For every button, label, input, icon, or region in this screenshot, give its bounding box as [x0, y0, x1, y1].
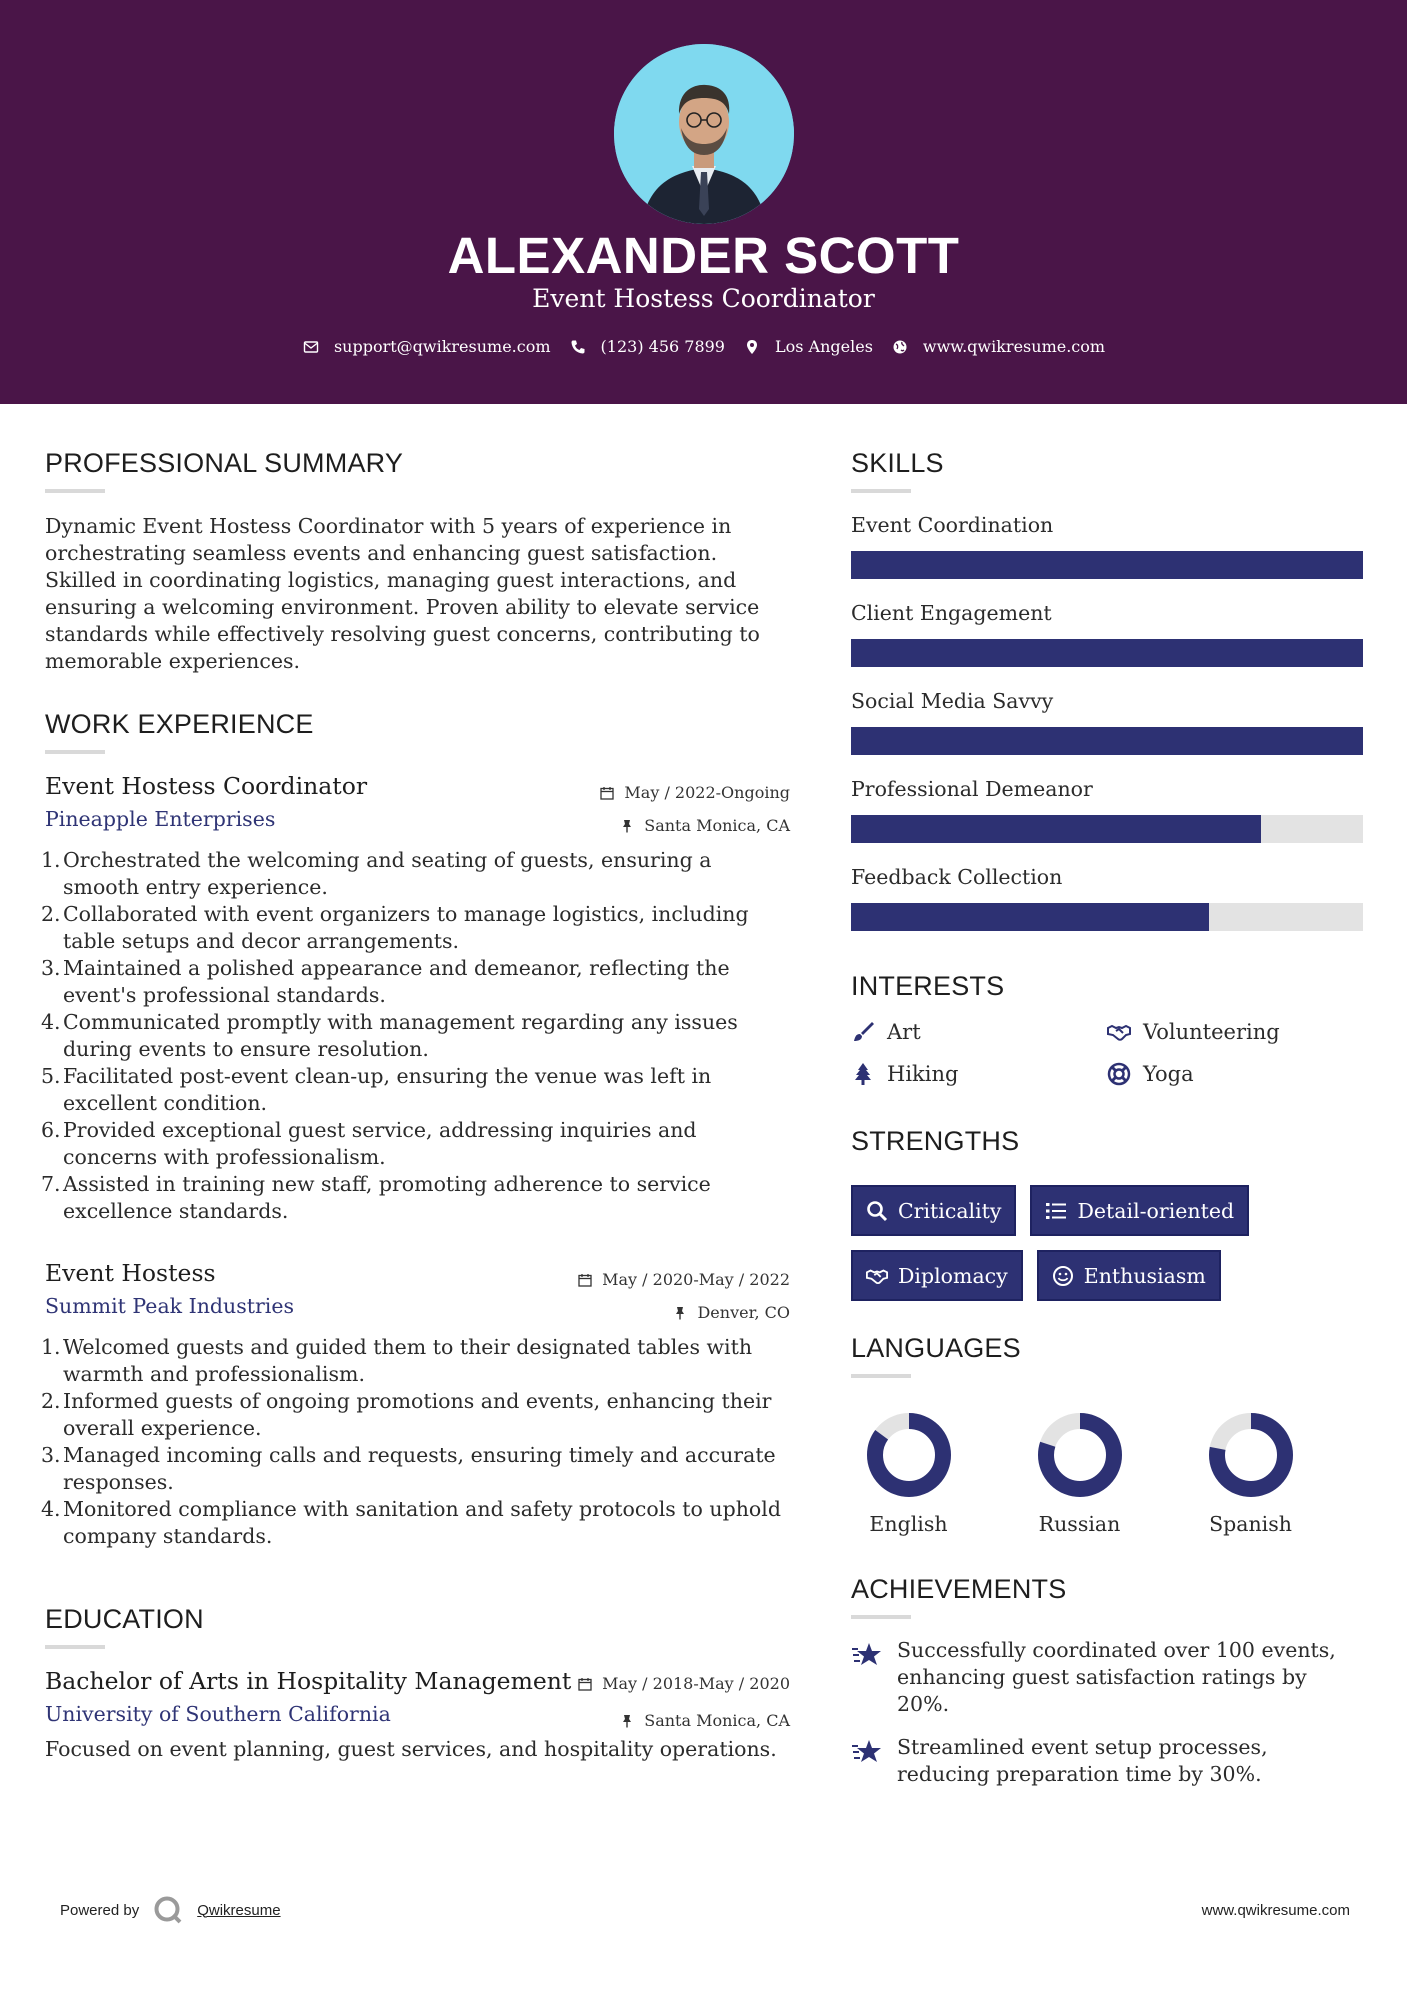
skill-bar-fill — [851, 903, 1209, 931]
handshake-icon — [1107, 1020, 1131, 1044]
list-item: 4. Monitored compliance with sanitation and safety protocols to uphold company standards. — [41, 1497, 781, 1548]
contact-phone[interactable] — [569, 337, 725, 356]
list-item: 2. Collaborated with event organizers to manage logistics, including table setups and decor arrangements. — [41, 902, 749, 953]
interests-section — [851, 971, 1363, 1086]
achievement-text: Streamlined event setup processes, reducing preparation time by 30%. — [897, 1735, 1268, 1786]
language-proficiency-donut — [866, 1412, 952, 1498]
pin-icon — [673, 1306, 687, 1320]
language-label: Spanish — [1209, 1512, 1292, 1536]
skill-bar — [851, 727, 1363, 755]
list-item: 7. Assisted in training new staff, promoting adherence to service excellence standards. — [41, 1172, 711, 1223]
school-name: University of Southern California — [45, 1702, 391, 1726]
star-icon — [851, 1639, 883, 1671]
interests-heading: INTERESTS — [851, 971, 1005, 1001]
interest-item — [851, 1020, 1107, 1044]
contact-location-text: Los Angeles — [774, 337, 873, 356]
skill-item — [851, 513, 1363, 579]
language-item — [866, 1412, 951, 1536]
skill-label: Client Engagement — [851, 601, 1052, 625]
skill-bar — [851, 815, 1363, 843]
candidate-title: Event Hostess Coordinator — [532, 284, 875, 313]
smile-icon — [1052, 1265, 1074, 1287]
candidate-name: ALEXANDER SCOTT — [447, 227, 960, 284]
company-name: Summit Peak Industries — [45, 1294, 294, 1318]
right-column — [851, 448, 1363, 1788]
interest-label: Art — [887, 1020, 921, 1044]
achievements-heading: ACHIEVEMENTS — [851, 1574, 1067, 1604]
experience-section — [41, 709, 790, 1550]
qwikresume-logo-icon — [153, 1895, 183, 1925]
avatar — [614, 44, 794, 224]
language-label: Russian — [1038, 1512, 1121, 1536]
skill-item — [851, 689, 1363, 755]
strengths-list — [851, 1185, 1321, 1301]
contact-email[interactable] — [302, 337, 551, 356]
job-title: Event Hostess — [45, 1259, 216, 1287]
job-entry — [41, 1259, 790, 1550]
achievement-text: Successfully coordinated over 100 events, enhancing guest satisfaction ratings by 20%. — [897, 1638, 1336, 1716]
search-icon — [866, 1200, 888, 1222]
calendar-icon — [578, 1273, 592, 1287]
contact-email-text: support@qwikresume.com — [333, 337, 551, 356]
left-column — [41, 448, 790, 1763]
interest-item — [851, 1062, 1107, 1086]
section-divider — [851, 1615, 911, 1619]
achievement-item — [851, 1637, 1363, 1718]
list-item: 3. Managed incoming calls and requests, ensuring timely and accurate responses. — [41, 1443, 776, 1494]
strength-tag: Diplomacy — [851, 1250, 1023, 1301]
section-divider — [851, 1374, 911, 1378]
phone-icon — [569, 338, 587, 356]
contact-website-text: www.qwikresume.com — [922, 337, 1106, 356]
achievement-item — [851, 1734, 1363, 1788]
list-item: 2. Informed guests of ongoing promotions and events, enhancing their overall experience. — [41, 1389, 772, 1440]
strength-tag: Criticality — [851, 1185, 1016, 1236]
pin-icon — [620, 1714, 634, 1728]
envelope-icon — [302, 338, 320, 356]
strengths-section — [851, 1126, 1363, 1301]
contact-location — [743, 337, 873, 356]
education-entry — [45, 1667, 790, 1763]
language-label: English — [869, 1512, 948, 1536]
skill-bar — [851, 903, 1363, 931]
skills-heading: SKILLS — [851, 448, 944, 478]
job-location: Santa Monica, CA — [600, 809, 790, 842]
contact-phone-text: (123) 456 7899 — [600, 337, 725, 356]
skill-label: Event Coordination — [851, 513, 1054, 537]
resume-header — [0, 0, 1407, 404]
list-item: 3. Maintained a polished appearance and demeanor, reflecting the event's professional standards. — [41, 956, 730, 1007]
education-section — [45, 1604, 790, 1763]
language-item — [1037, 1412, 1122, 1536]
job-entry — [41, 772, 790, 1225]
education-description: Focused on event planning, guest services, and hospitality operations. — [45, 1737, 777, 1761]
handshake-icon — [866, 1265, 888, 1287]
tree-icon — [851, 1062, 875, 1086]
skill-bar — [851, 551, 1363, 579]
list-item: 4. Communicated promptly with management regarding any issues during events to ensure resolution. — [41, 1010, 738, 1061]
brand-link[interactable]: Qwikresume — [197, 1901, 281, 1919]
languages-list — [851, 1412, 1363, 1536]
life-ring-icon — [1107, 1062, 1131, 1086]
company-name: Pineapple Enterprises — [45, 807, 276, 831]
skill-item — [851, 865, 1363, 931]
skill-label: Feedback Collection — [851, 865, 1063, 889]
skill-item — [851, 777, 1363, 843]
job-meta — [600, 776, 790, 842]
skill-bar-fill — [851, 815, 1261, 843]
powered-by-label: Powered by — [60, 1901, 140, 1919]
education-date: May / 2018-May / 2020 — [578, 1667, 790, 1700]
language-proficiency-donut — [1037, 1412, 1123, 1498]
calendar-icon — [600, 786, 614, 800]
skill-label: Professional Demeanor — [851, 777, 1093, 801]
summary-text: Dynamic Event Hostess Coordinator with 5 years of experience in orchestrating seamless events and enhancing guest satisfaction. Skilled in coordinating logistics, managing guest interactions, and ensuring a welcoming environment. Proven ability to elevate service standards while effectively resolving guest concerns, contributing to memorable experiences. — [45, 514, 760, 673]
star-icon — [851, 1736, 883, 1768]
list-item: 6. Provided exceptional guest service, addressing inquiries and concerns with professionalism. — [41, 1118, 697, 1169]
achievements-section — [851, 1574, 1363, 1788]
skill-bar-fill — [851, 551, 1363, 579]
contact-website[interactable] — [891, 337, 1105, 356]
job-title: Event Hostess Coordinator — [45, 772, 368, 800]
job-bullets — [41, 1334, 790, 1550]
section-divider — [851, 489, 911, 493]
languages-heading: LANGUAGES — [851, 1333, 1021, 1363]
education-meta — [578, 1667, 790, 1737]
job-date: May / 2020-May / 2022 — [578, 1263, 790, 1296]
job-location: Denver, CO — [578, 1296, 790, 1329]
job-meta — [578, 1263, 790, 1329]
list-item: 1. Orchestrated the welcoming and seating of guests, ensuring a smooth entry experience. — [41, 848, 712, 899]
strength-tag: Detail-oriented — [1030, 1185, 1249, 1236]
globe-icon — [891, 338, 909, 356]
section-divider — [45, 750, 105, 754]
strength-tag: Enthusiasm — [1037, 1250, 1221, 1301]
skill-bar — [851, 639, 1363, 667]
interest-label: Volunteering — [1143, 1020, 1280, 1044]
list-icon — [1045, 1200, 1067, 1222]
experience-heading: WORK EXPERIENCE — [45, 709, 314, 739]
strengths-heading: STRENGTHS — [851, 1126, 1020, 1156]
pin-icon — [620, 819, 634, 833]
section-divider — [45, 1645, 105, 1649]
section-divider — [45, 489, 105, 493]
skill-label: Social Media Savvy — [851, 689, 1054, 713]
interest-item — [1107, 1062, 1363, 1086]
powered-by — [60, 1895, 281, 1925]
language-item — [1208, 1412, 1293, 1536]
interest-label: Yoga — [1143, 1062, 1194, 1086]
degree-title: Bachelor of Arts in Hospitality Management — [45, 1667, 572, 1695]
skill-bar-fill — [851, 727, 1363, 755]
languages-section — [851, 1333, 1363, 1536]
job-bullets — [41, 847, 790, 1225]
summary-heading: PROFESSIONAL SUMMARY — [45, 448, 404, 478]
contact-bar — [0, 337, 1407, 356]
footer-url[interactable]: www.qwikresume.com — [1201, 1901, 1350, 1919]
skill-item — [851, 601, 1363, 667]
paintbrush-icon — [851, 1020, 875, 1044]
interests-list — [851, 1020, 1363, 1086]
page-footer — [60, 1895, 1350, 1925]
job-date: May / 2022-Ongoing — [600, 776, 790, 809]
language-proficiency-donut — [1208, 1412, 1294, 1498]
education-location: Santa Monica, CA — [578, 1704, 790, 1737]
list-item: 5. Facilitated post-event clean-up, ensuring the venue was left in excellent condition. — [41, 1064, 712, 1115]
calendar-icon — [578, 1677, 592, 1691]
interest-item — [1107, 1020, 1363, 1044]
interest-label: Hiking — [887, 1062, 959, 1086]
summary-section — [45, 448, 790, 675]
skill-bar-fill — [851, 639, 1363, 667]
skills-list — [851, 513, 1363, 931]
skills-section — [851, 448, 1363, 931]
list-item: 1. Welcomed guests and guided them to their designated tables with warmth and professionalism. — [41, 1335, 753, 1386]
map-marker-icon — [743, 338, 761, 356]
education-heading: EDUCATION — [45, 1604, 204, 1634]
